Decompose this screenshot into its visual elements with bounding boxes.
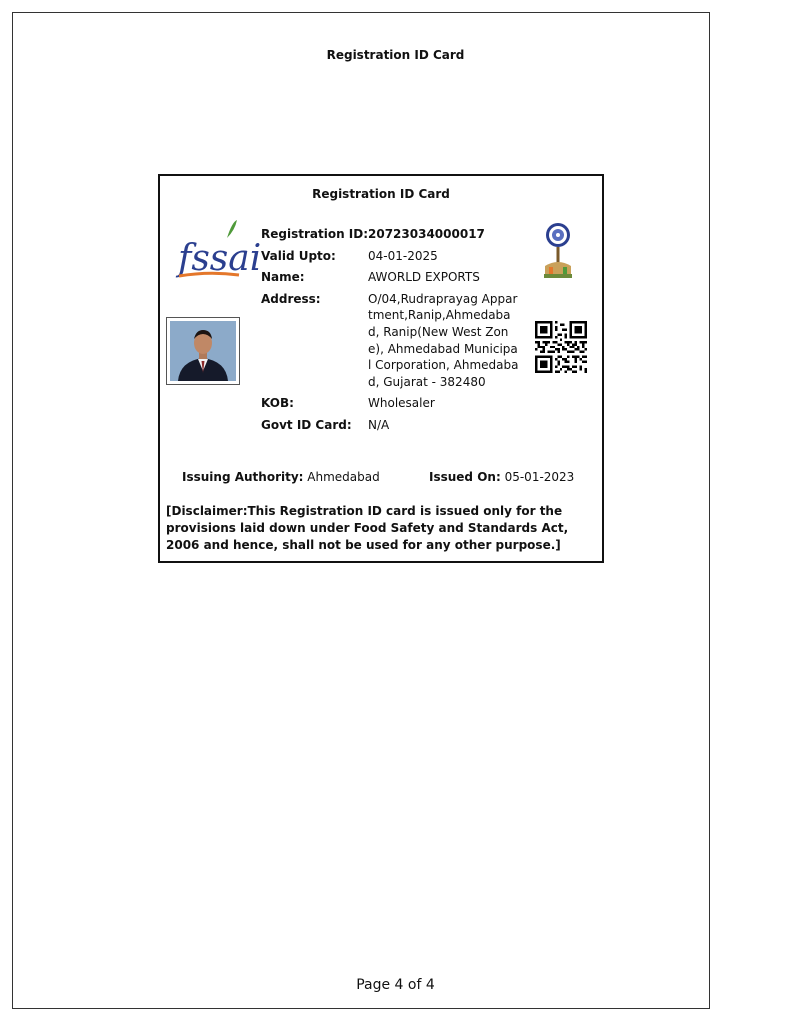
field-label: Registration ID: xyxy=(261,227,369,241)
field-value: O/04,Rudraprayag Appartment,Ranip,Ahmedabad, Ranip(New West Zone), Ahmedabad Municipal Corporation, Ahmedabad, Gujarat - 382480 xyxy=(368,291,519,389)
issuing-authority-label: Issuing Authority: xyxy=(182,470,304,484)
registration-id-card xyxy=(158,174,604,563)
field-kob xyxy=(261,395,531,412)
issued-on xyxy=(429,470,574,484)
card-title: Registration ID Card xyxy=(312,187,450,201)
card-fields xyxy=(261,226,531,439)
fssai-logo-icon xyxy=(177,216,262,286)
field-value: 20723034000017 xyxy=(368,227,485,241)
page-heading: Registration ID Card xyxy=(326,48,465,62)
qr-code-icon xyxy=(535,321,587,373)
field-label: Govt ID Card: xyxy=(261,417,352,432)
page-number: Page 4 of 4 xyxy=(356,977,435,993)
applicant-photo xyxy=(166,317,240,385)
field-label: Valid Upto: xyxy=(261,248,336,263)
field-value: 04-01-2025 xyxy=(368,248,438,263)
disclaimer-text: [Disclaimer:This Registration ID card is issued only for the provisions laid down under Food Safety and Standards Act, 2006 and hence, shall not be used for any other purpose.] xyxy=(166,504,569,552)
issuing-authority xyxy=(182,470,380,484)
field-govt-id-card xyxy=(261,417,531,434)
field-label: KOB: xyxy=(261,396,294,411)
field-value: Wholesaler xyxy=(368,396,435,411)
field-label: Address: xyxy=(261,291,321,306)
state-emblem-icon xyxy=(541,222,575,282)
field-valid-upto xyxy=(261,248,531,265)
person-portrait-icon xyxy=(170,321,236,381)
field-value: AWORLD EXPORTS xyxy=(368,270,480,285)
svg-text:fssai: fssai xyxy=(178,238,262,279)
field-value: N/A xyxy=(368,417,390,432)
field-address xyxy=(261,291,531,391)
field-registration-id xyxy=(261,226,531,243)
issuing-authority-value: Ahmedabad xyxy=(307,470,380,484)
field-name xyxy=(261,269,531,286)
issued-on-value: 05-01-2023 xyxy=(504,470,575,484)
field-label: Name: xyxy=(261,270,305,285)
issued-on-label: Issued On: xyxy=(429,470,501,484)
